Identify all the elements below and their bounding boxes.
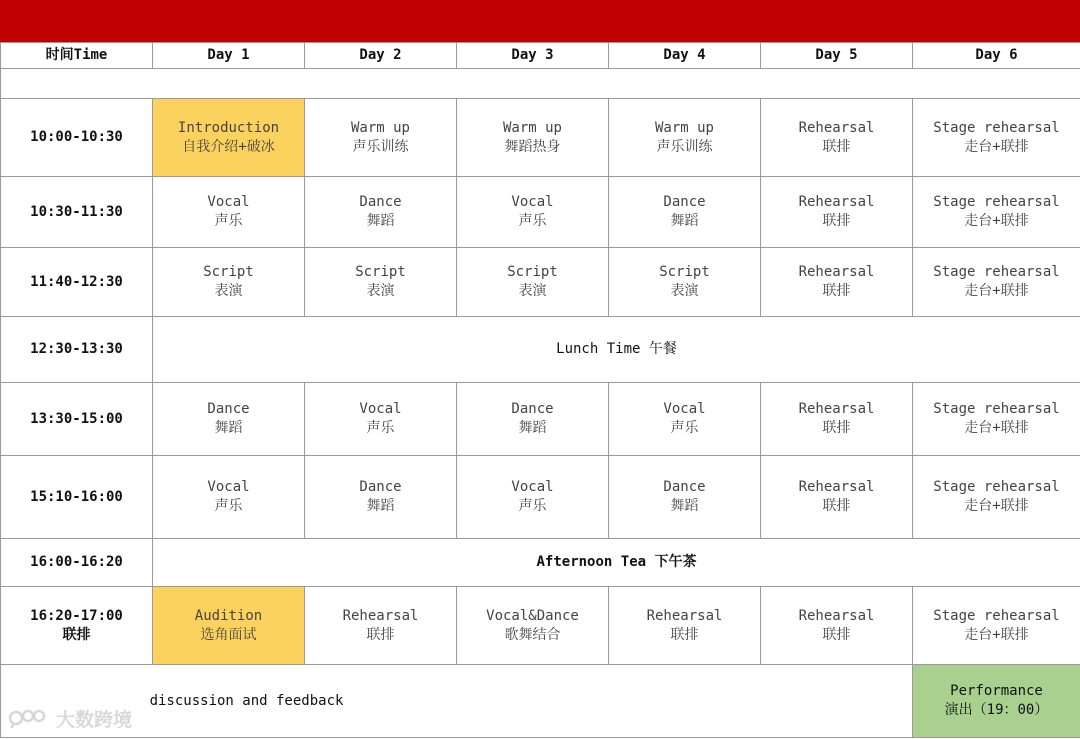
day-header: Day 6 [913,43,1080,69]
session-cell [913,456,1080,539]
session-zh: 走台+联排 [964,498,1029,514]
discussion-feedback: discussion and feedback [1,665,913,738]
time-slot-range: 16:20-17:00 [30,607,123,624]
session-cell [761,99,913,177]
tea-label: Afternoon Tea 下午茶 [153,539,1080,587]
session-en: Rehearsal [798,194,875,210]
session-cell [457,99,609,177]
session-cell [305,456,457,539]
session-zh: 联排 [822,420,851,436]
session-cell [153,177,305,248]
session-zh: 声乐 [670,420,699,436]
session-zh: 走台+联排 [964,213,1029,229]
session-en: Script [507,264,558,280]
brand-logo-icon [8,707,50,729]
schedule-row [1,383,1080,456]
time-slot: 13:30-15:00 [1,383,153,456]
session-en: Warm up [350,119,410,136]
session-zh: 表演 [214,283,243,299]
schedule-row [1,177,1080,248]
session-cell [153,248,305,317]
day-header: Day 4 [609,43,761,69]
time-slot: 12:30-13:30 [1,317,153,383]
session-en: Audition [194,607,263,624]
session-zh: 联排 [822,213,851,229]
session-en: Dance [511,401,554,417]
session-zh: 声乐训练 [656,138,713,155]
session-cell [305,248,457,317]
session-en: Stage rehearsal [933,479,1060,495]
time-slot: 16:00-16:20 [1,539,153,587]
session-en: Vocal [663,401,706,417]
session-cell [305,99,457,177]
session-zh: 联排 [822,626,851,643]
session-cell [305,383,457,456]
session-cell [913,248,1080,317]
day-header: Day 2 [305,43,457,69]
session-cell [609,383,761,456]
session-en: Dance [359,194,402,210]
session-zh: 舞蹈 [366,498,395,514]
time-slot [1,587,153,665]
session-cell [761,456,913,539]
session-zh: 联排 [366,626,395,643]
session-en: Stage rehearsal [933,607,1060,624]
spacer-cell [1,69,1080,99]
schedule-row [1,587,1080,665]
time-slot-sub: 联排 [62,626,91,643]
session-en: Rehearsal [798,607,875,624]
session-cell [761,177,913,248]
session-cell [913,383,1080,456]
lunch-row [1,317,1080,383]
session-cell [457,177,609,248]
session-en: Warm up [654,119,714,136]
session-en: Vocal [207,194,250,210]
session-en: Rehearsal [646,607,723,624]
session-cell [457,456,609,539]
session-cell [305,177,457,248]
session-zh: 联排 [822,138,851,155]
session-en: Stage rehearsal [933,264,1060,280]
session-cell [609,99,761,177]
session-cell [609,177,761,248]
session-en: Rehearsal [798,119,875,136]
session-cell [457,587,609,665]
session-zh: 声乐训练 [352,138,409,155]
lunch-label: Lunch Time 午餐 [153,317,1080,383]
session-cell [153,587,305,665]
session-en: Vocal [511,194,554,210]
session-en: Rehearsal [798,264,875,280]
session-cell [913,177,1080,248]
session-en: Vocal [359,401,402,417]
session-cell [761,587,913,665]
session-cell [761,248,913,317]
session-en: Rehearsal [342,607,419,624]
session-en: Stage rehearsal [933,194,1060,210]
session-zh: 走台+联排 [964,626,1029,643]
session-cell [609,456,761,539]
session-zh: 自我介绍+破冰 [182,138,275,155]
schedule-row [1,248,1080,317]
session-zh: 声乐 [518,213,547,229]
session-en: Script [203,264,254,280]
session-en: Stage rehearsal [933,401,1060,417]
performance-zh: 演出（19：00） [944,702,1049,718]
session-cell [609,587,761,665]
session-zh: 舞蹈热身 [504,138,561,155]
footer-row [1,665,1080,738]
time-slot: 11:40-12:30 [1,248,153,317]
session-cell [609,248,761,317]
session-zh: 联排 [822,283,851,299]
session-zh: 表演 [366,283,395,299]
session-cell [153,456,305,539]
header-row [1,43,1080,69]
day-header: Day 3 [457,43,609,69]
header-banner [0,0,1080,42]
session-zh: 舞蹈 [366,213,395,229]
session-en: Script [355,264,406,280]
session-en: Dance [359,479,402,495]
time-slot: 10:00-10:30 [1,99,153,177]
session-cell [153,383,305,456]
session-cell [761,383,913,456]
session-zh: 声乐 [214,213,243,229]
performance-en: Performance [950,683,1043,699]
session-en: Rehearsal [798,479,875,495]
session-zh: 舞蹈 [670,213,699,229]
schedule-table [0,42,1080,738]
session-en: Vocal [511,479,554,495]
session-cell [913,99,1080,177]
session-zh: 联排 [822,498,851,514]
session-zh: 联排 [670,626,699,643]
session-cell [457,248,609,317]
schedule-row [1,99,1080,177]
time-slot: 15:10-16:00 [1,456,153,539]
session-en: Script [659,264,710,280]
session-en: Vocal&Dance [486,607,579,624]
tea-row [1,539,1080,587]
session-zh: 舞蹈 [670,498,699,514]
session-zh: 表演 [670,283,699,299]
session-zh: 舞蹈 [214,420,243,436]
session-en: Stage rehearsal [933,119,1060,136]
spacer-row [1,69,1080,99]
session-zh: 舞蹈 [518,420,547,436]
session-zh: 声乐 [518,498,547,514]
session-zh: 选角面试 [200,626,257,643]
session-zh: 走台+联排 [964,138,1029,155]
session-zh: 声乐 [214,498,243,514]
session-cell [305,587,457,665]
session-zh: 声乐 [366,420,395,436]
time-slot: 10:30-11:30 [1,177,153,248]
session-zh: 走台+联排 [964,420,1029,436]
day-header: Day 1 [153,43,305,69]
session-en: Dance [663,479,706,495]
schedule-row [1,456,1080,539]
session-en: Warm up [502,119,562,136]
session-cell [457,383,609,456]
session-zh: 歌舞结合 [504,626,561,643]
session-cell [913,587,1080,665]
session-en: Rehearsal [798,401,875,417]
session-en: Dance [663,194,706,210]
session-zh: 走台+联排 [964,283,1029,299]
session-cell [153,99,305,177]
session-zh: 表演 [518,283,547,299]
session-en: Dance [207,401,250,417]
watermark-text: 大数跨境 [56,708,133,731]
performance-cell [913,665,1080,738]
watermark [8,703,132,733]
session-en: Vocal [207,479,250,495]
time-column-header: 时间Time [1,43,153,69]
session-en: Introduction [177,119,280,136]
day-header: Day 5 [761,43,913,69]
